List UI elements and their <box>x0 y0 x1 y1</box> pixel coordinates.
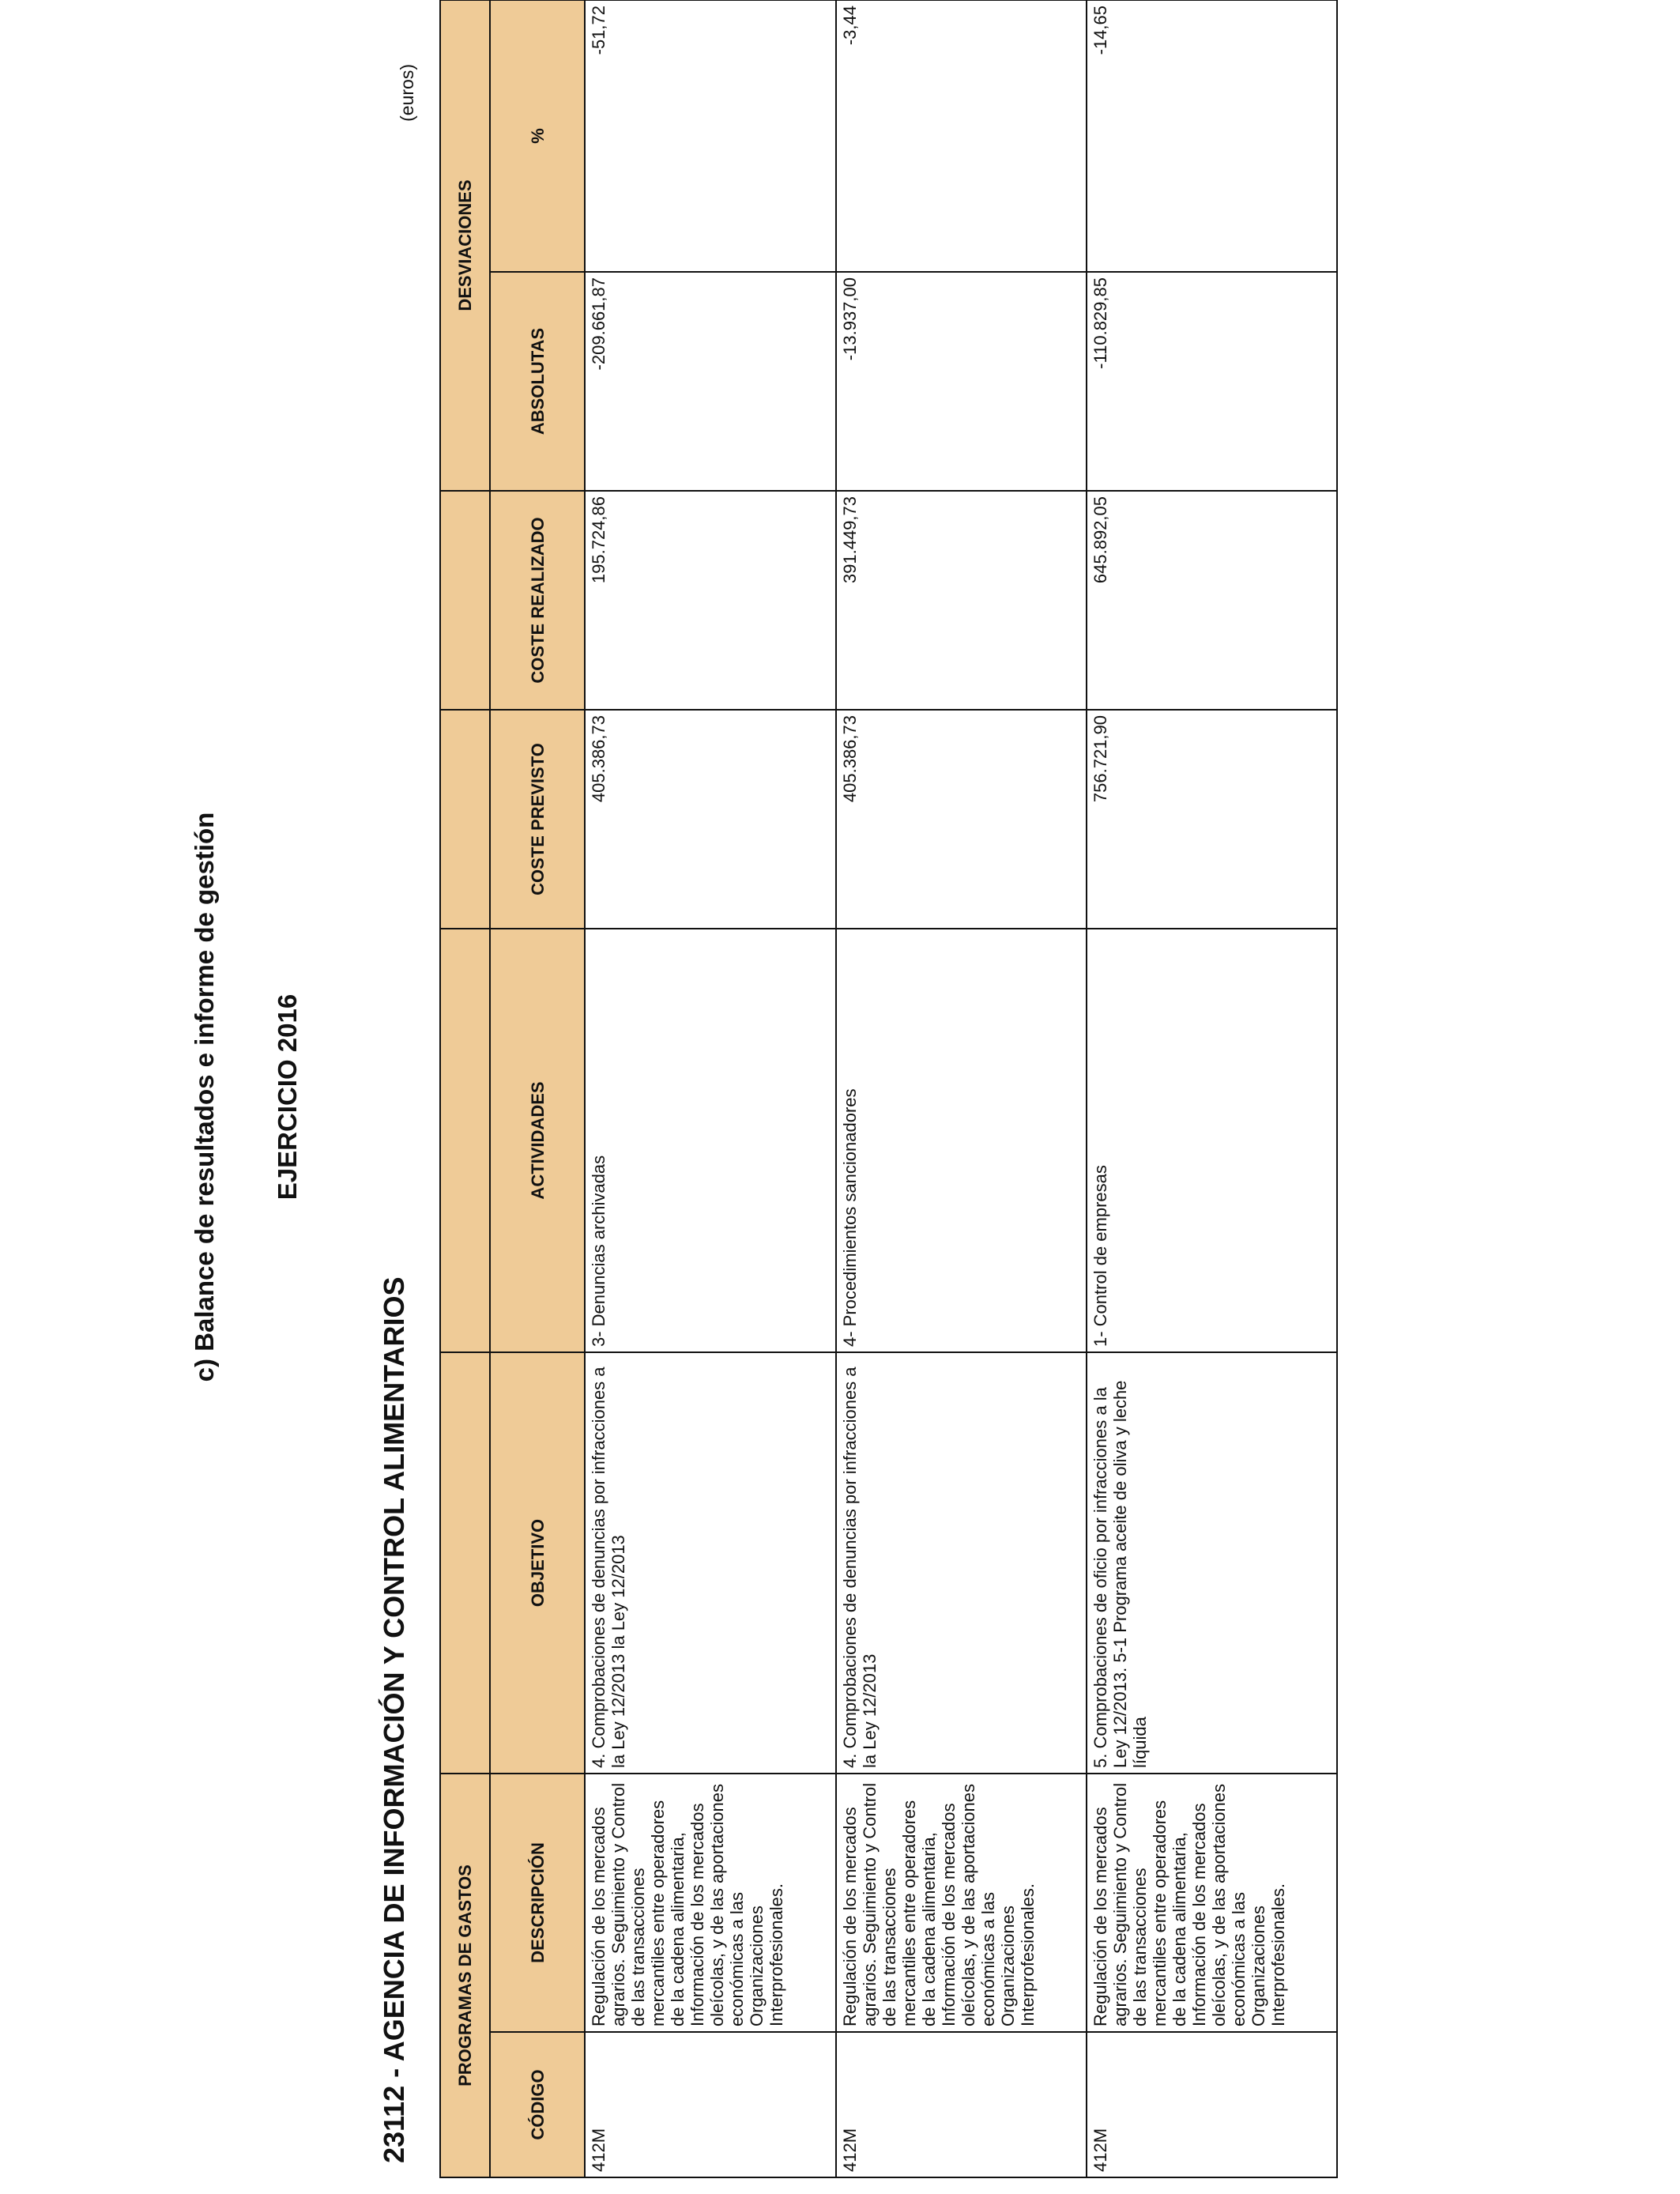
column-header-descripcion: DESCRIPCIÓN <box>490 1774 585 2032</box>
cell-actividades: 4- Procedimientos sancionadores <box>836 929 1087 1352</box>
currency-unit: (euros) <box>397 64 417 122</box>
cell-codigo: 412M <box>836 2032 1087 2177</box>
cell-coste-previsto: 756.721,90 <box>1087 710 1337 929</box>
cell-coste-realizado: 645.892,05 <box>1087 491 1337 710</box>
column-header-absolutas: ABSOLUTAS <box>490 272 585 491</box>
cell-descripcion: Regulación de los mercados agrarios. Seguimiento y Control de las transacciones mercantiles entre operadores de la cadena alimentaria, Información de los mercados oleícolas, y de las aportaciones económicas a las Organizaciones Interprofesionales. <box>836 1774 1087 2032</box>
cell-absolutas: -110.829,85 <box>1087 272 1337 491</box>
table-row <box>1087 0 1337 2177</box>
section-title: c) Balance de resultados e informe de gestión <box>190 812 219 1382</box>
cell-coste-previsto: 405.386,73 <box>836 710 1087 929</box>
cell-porcentaje: -14,65 <box>1087 0 1337 272</box>
group-header-blank <box>440 929 490 1352</box>
group-header-programas: PROGRAMAS DE GASTOS <box>440 1774 490 2177</box>
cell-absolutas: -13.937,00 <box>836 272 1087 491</box>
cell-coste-previsto: 405.386,73 <box>585 710 836 929</box>
cell-descripcion: Regulación de los mercados agrarios. Seguimiento y Control de las transacciones mercantiles entre operadores de la cadena alimentaria, Información de los mercados oleícolas, y de las aportaciones económicas a las Organizaciones Interprofesionales. <box>1087 1774 1337 2032</box>
exercise-title: EJERCICIO 2016 <box>273 993 302 1201</box>
cell-descripcion: Regulación de los mercados agrarios. Seguimiento y Control de las transacciones mercantiles entre operadores de la cadena alimentaria, Información de los mercados oleícolas, y de las aportaciones económicas a las Organizaciones Interprofesionales. <box>585 1774 836 2032</box>
cell-objetivo: 4. Comprobaciones de denuncias por infracciones a la Ley 12/2013 la Ley 12/2013 <box>585 1352 836 1774</box>
results-table <box>439 0 1338 2178</box>
group-header-desviaciones: DESVIACIONES <box>440 0 490 491</box>
entity-title: 23112 - AGENCIA DE INFORMACIÓN Y CONTROL ALIMENTARIOS <box>378 1276 410 2163</box>
column-header-row <box>490 0 585 2177</box>
cell-porcentaje: -3,44 <box>836 0 1087 272</box>
column-header-codigo: CÓDIGO <box>490 2032 585 2177</box>
cell-codigo: 412M <box>1087 2032 1337 2177</box>
group-header-blank <box>440 491 490 710</box>
cell-actividades: 1- Control de empresas <box>1087 929 1337 1352</box>
cell-absolutas: -209.661,87 <box>585 272 836 491</box>
column-header-porcentaje: % <box>490 0 585 272</box>
cell-coste-realizado: 195.724,86 <box>585 491 836 710</box>
cell-codigo: 412M <box>585 2032 836 2177</box>
group-header-blank <box>440 1352 490 1774</box>
group-header-blank <box>440 710 490 929</box>
cell-porcentaje: -51,72 <box>585 0 836 272</box>
column-header-actividades: ACTIVIDADES <box>490 929 585 1352</box>
table-row <box>836 0 1087 2177</box>
column-header-coste-realizado: COSTE REALIZADO <box>490 491 585 710</box>
table-row <box>585 0 836 2177</box>
column-header-objetivo: OBJETIVO <box>490 1352 585 1774</box>
cell-objetivo: 5. Comprobaciones de oficio por infracciones a la Ley 12/2013. 5-1 Programa aceite de oliva y leche líquida <box>1087 1352 1337 1774</box>
column-header-coste-previsto: COSTE PREVISTO <box>490 710 585 929</box>
cell-actividades: 3- Denuncias archivadas <box>585 929 836 1352</box>
group-header-row <box>440 0 490 2177</box>
cell-objetivo: 4. Comprobaciones de denuncias por infracciones a la Ley 12/2013 <box>836 1352 1087 1774</box>
cell-coste-realizado: 391.449,73 <box>836 491 1087 710</box>
